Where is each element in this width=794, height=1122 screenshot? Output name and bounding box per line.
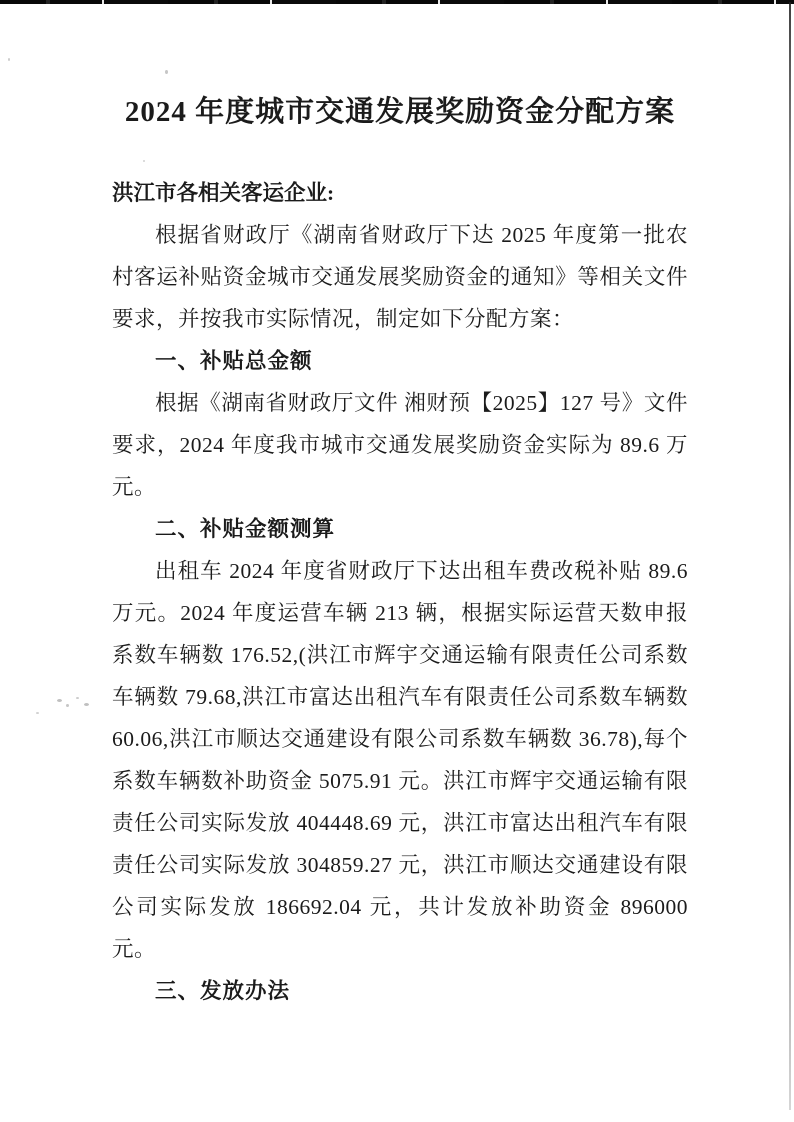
intro-paragraph: 根据省财政厅《湖南省财政厅下达 2025 年度第一批农村客运补贴资金城市交通发展奖励资金的通知》等相关文件要求，并按我市实际情况，制定如下分配方案： [112, 223, 688, 331]
scan-noise-speck [8, 58, 10, 61]
scan-noise-speck [36, 712, 39, 714]
scan-edge-right-artifact [789, 2, 791, 1110]
scan-noise-speck [57, 699, 62, 702]
scan-noise-speck [165, 70, 168, 74]
section-3-heading: 三、发放办法 [155, 979, 291, 1003]
salutation-line: 洪江市各相关客运企业: [112, 181, 335, 205]
scan-edge-top-artifact [0, 0, 794, 4]
scan-noise-speck [76, 697, 79, 699]
scan-noise-speck [84, 703, 89, 706]
section-2-paragraph: 出租车 2024 年度省财政厅下达出租车费改税补贴 89.6 万元。2024 年度运营车辆 213 辆，根据实际运营天数申报系数车辆数 176.52,(洪江市辉宇交通运输有限责任公司系数车辆数 79.68,洪江市富达出租汽车有限责任公司系数车辆数 60.06,洪江市顺达交通建设有限公司系数车辆数 36.78),每个系数车辆数补助资金 5075.91 元。洪江市辉宇交通运输有限责任公司实际发放 404448.69 元，洪江市富达出租汽车有限责任公司实际发放 304859.27 元，洪江市顺达交通建设有限公司实际发放 186692.04 元，共计发放补助资金 896000 元。 [112, 559, 688, 961]
document-title: 2024 年度城市交通发展奖励资金分配方案 [124, 96, 676, 128]
section-1-heading: 一、补贴总金额 [155, 349, 313, 373]
scan-noise-speck [66, 704, 69, 707]
section-2-heading: 二、补贴金额测算 [155, 517, 336, 541]
section-1-paragraph: 根据《湖南省财政厅文件 湘财预【2025】127 号》文件要求，2024 年度我市城市交通发展奖励资金实际为 89.6 万元。 [112, 391, 688, 499]
document-content [112, 90, 688, 1012]
